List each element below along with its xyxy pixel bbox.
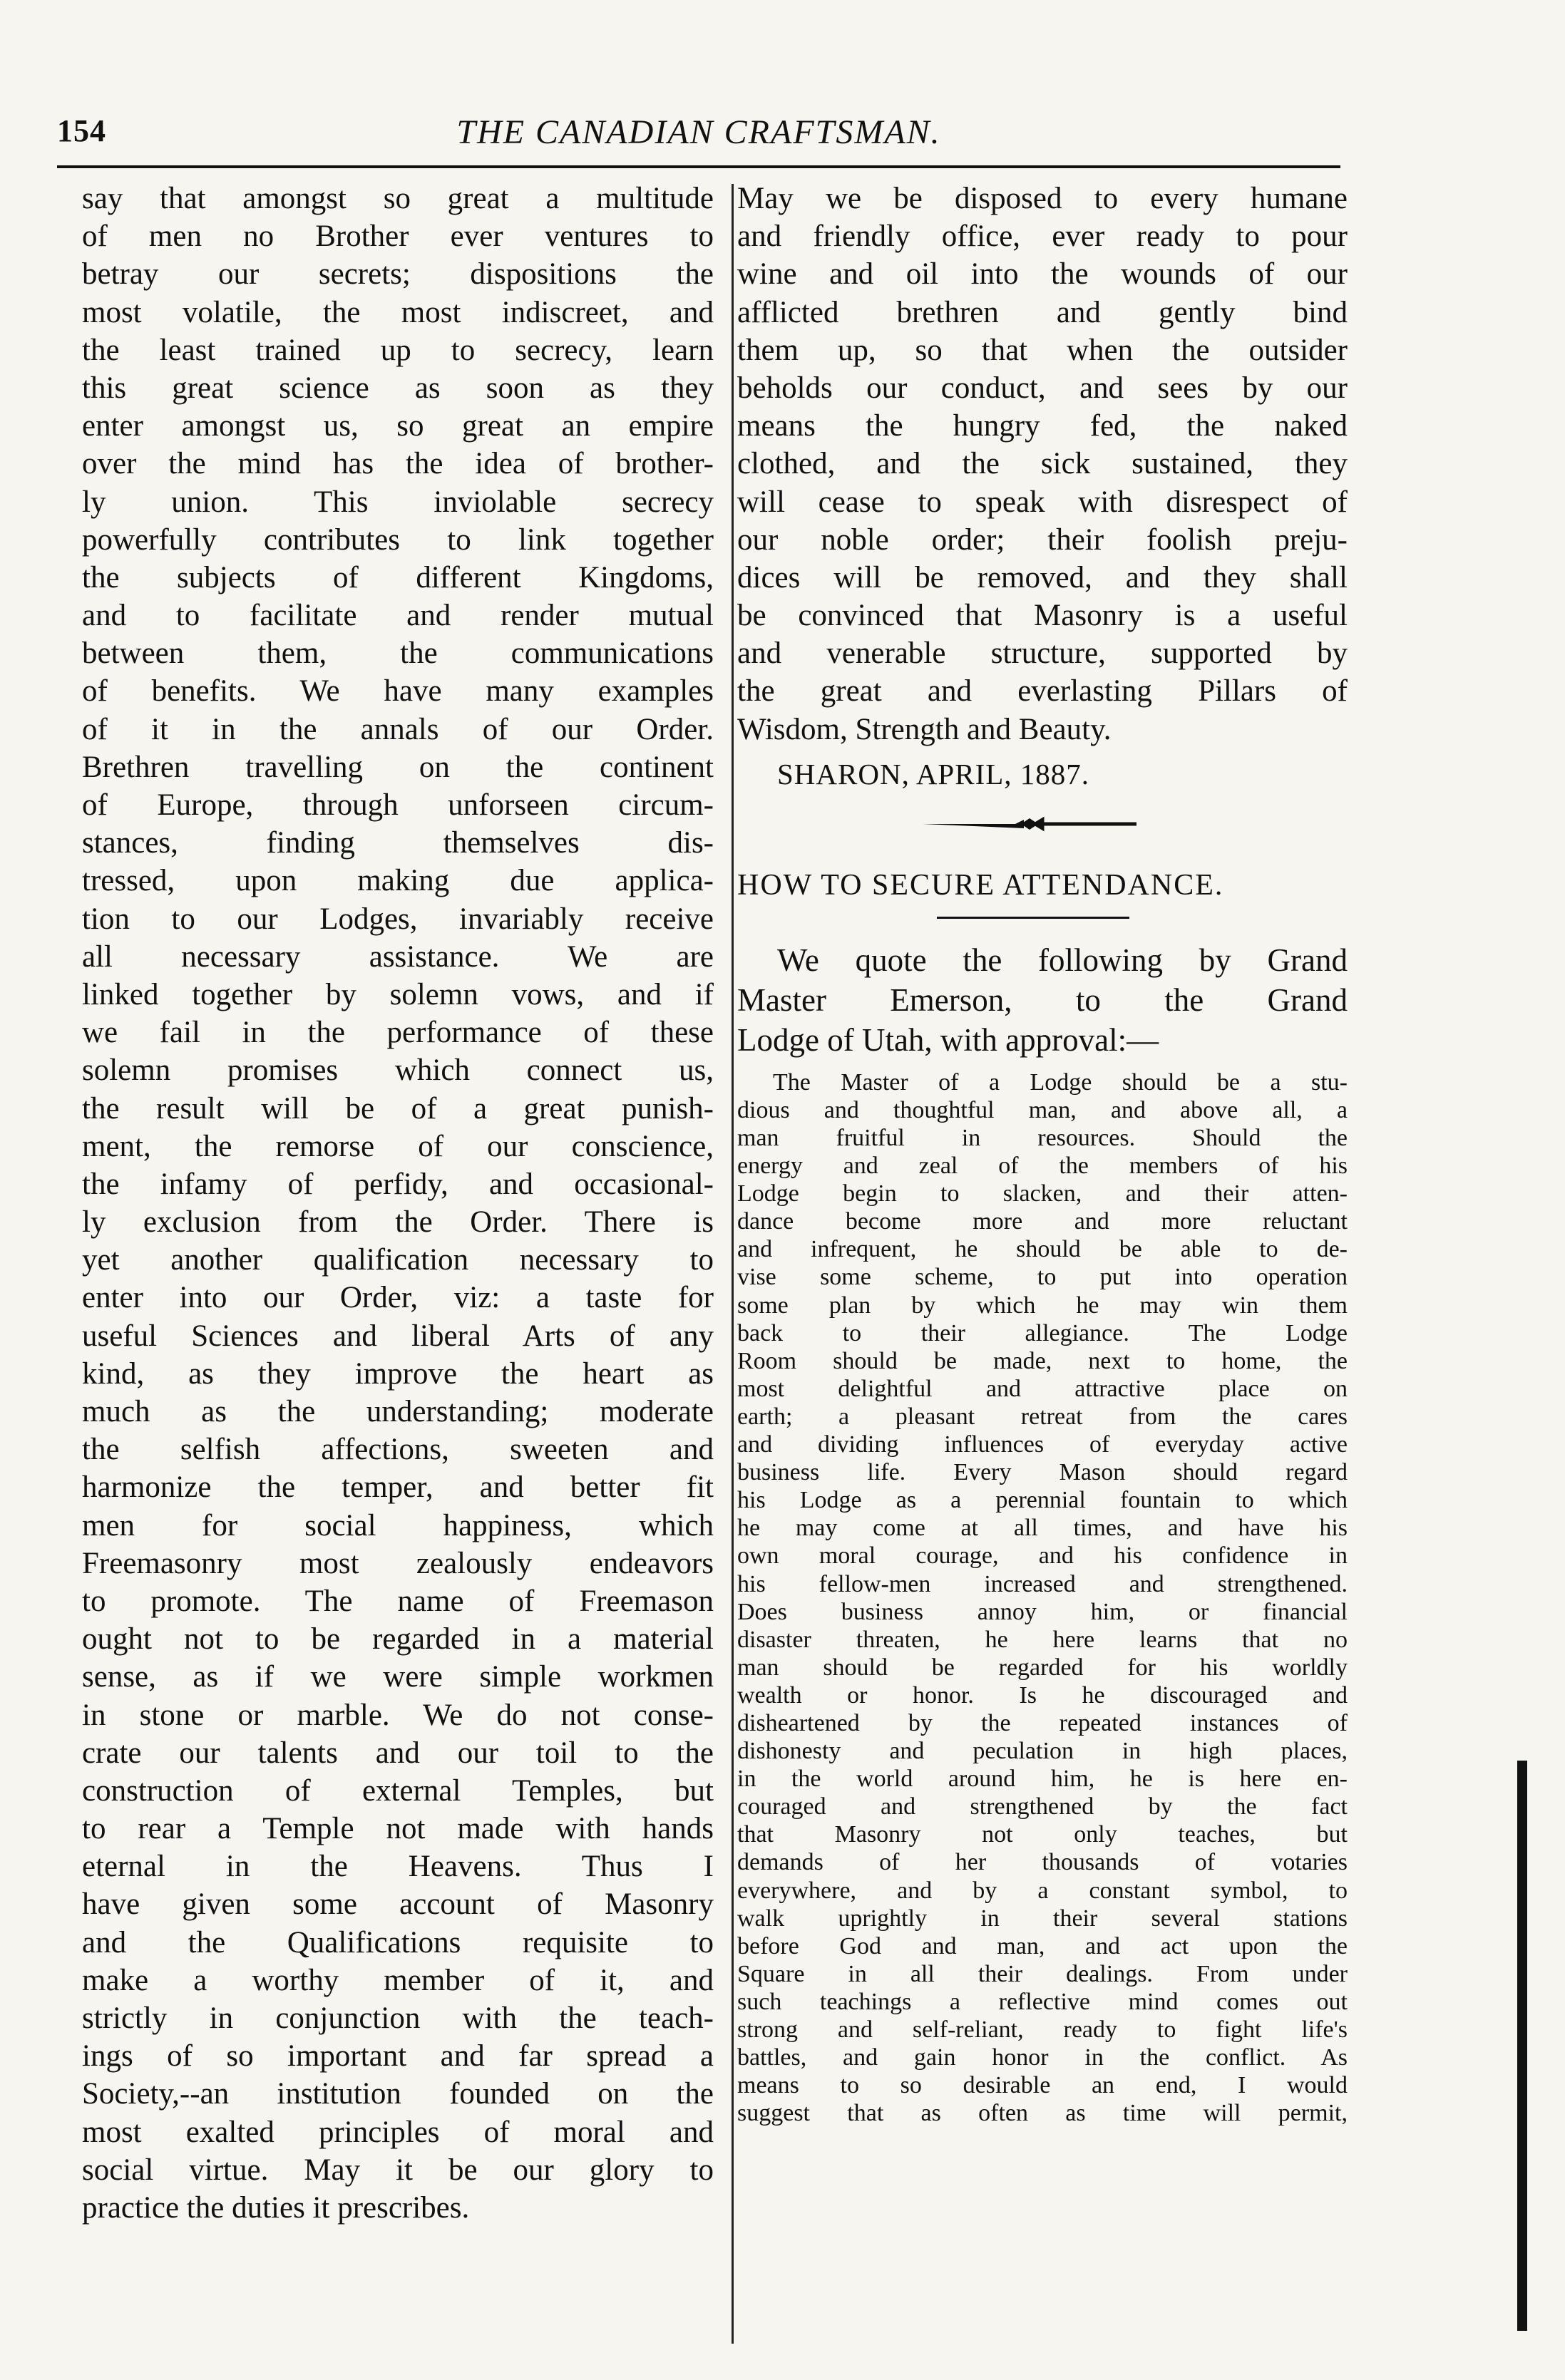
text-line: Society,--an institution founded on the (82, 2077, 714, 2111)
text-line: that Masonry not only teaches, but (737, 1821, 1348, 1848)
left-column (82, 180, 714, 2227)
text-line: sense, as if we were simple workmen (82, 1660, 714, 1694)
text-line: harmonize the temper, and better fit (82, 1470, 714, 1505)
text-line: disheartened by the repeated instances of (737, 1709, 1348, 1736)
text-line: means the hungry fed, the naked (737, 409, 1348, 443)
page-number: 154 (57, 113, 106, 148)
text-line: energy and zeal of the members of his (737, 1153, 1348, 1180)
text-line: beholds our conduct, and sees by our (737, 371, 1348, 405)
text-line: most exalted principles of moral and (82, 2115, 714, 2149)
text-line: everywhere, and by a constant symbol, to (737, 1877, 1348, 1904)
text-line: we fail in the performance of these (82, 1016, 714, 1050)
text-line: and friendly office, ever ready to pour (737, 220, 1348, 254)
text-line: of it in the annals of our Order. (82, 712, 714, 746)
text-line: man fruitful in resources. Should the (737, 1125, 1348, 1151)
text-line: construction of external Temples, but (82, 1773, 714, 1808)
text-line: man should be regarded for his worldly (737, 1654, 1348, 1681)
running-title: THE CANADIAN CRAFTSMAN. (456, 113, 941, 151)
text-line: wealth or honor. Is he discouraged and (737, 1681, 1348, 1709)
text-line: enter amongst us, so great an empire (82, 409, 714, 443)
text-line: solemn promises which connect us, (82, 1054, 714, 1088)
text-line: them up, so that when the outsider (737, 333, 1348, 367)
text-line: Lodge of Utah, with approval:— (737, 1021, 1159, 1058)
text-line: Wisdom, Strength and Beauty. (737, 712, 1112, 746)
text-line: of benefits. We have many examples (82, 674, 714, 709)
text-line: he may come at all times, and have his (737, 1515, 1348, 1542)
text-line: and venerable structure, supported by (737, 637, 1348, 671)
text-line: strong and self-reliant, ready to fight life's (737, 2016, 1348, 2043)
text-line: demands of her thousands of votaries (737, 1849, 1348, 1876)
scan-edge-bar (1517, 1761, 1527, 2331)
text-line: and the Qualifications requisite to (82, 1925, 714, 1959)
text-line: dance become more and more reluctant (737, 1208, 1348, 1235)
text-line: and dividing influences of everyday active (737, 1431, 1348, 1458)
text-line: much as the understanding; moderate (82, 1395, 714, 1428)
text-line: Brethren travelling on the continent (82, 750, 714, 784)
text-line: We quote the following by Grand (777, 942, 1348, 978)
text-line: and to facilitate and render mutual (82, 599, 714, 633)
text-line: ought not to be regarded in a material (82, 1622, 714, 1657)
text-line: wine and oil into the wounds of our (737, 257, 1348, 292)
quoted-passage (737, 1068, 1348, 2128)
text-line: Room should be made, next to home, the (737, 1347, 1348, 1374)
text-line: crate our talents and our toil to the (82, 1736, 714, 1770)
text-line: tressed, upon making due applica- (82, 864, 714, 898)
text-line: over the mind has the idea of brother- (82, 447, 714, 481)
text-line: battles, and gain honor in the conflict. As (737, 2044, 1348, 2071)
text-line: all necessary assistance. We are (82, 939, 714, 974)
text-line: earth; a pleasant retreat from the cares (737, 1403, 1348, 1430)
text-line: Does business annoy him, or financial (737, 1598, 1348, 1625)
text-line: Master Emerson, to the Grand (737, 982, 1348, 1018)
text-line: such teachings a reflective mind comes out (737, 1988, 1348, 2015)
text-line: vise some scheme, to put into operation (737, 1264, 1348, 1291)
text-line: some plan by which he may win them (737, 1292, 1348, 1319)
text-line: ings of so important and far spread a (82, 2039, 714, 2074)
text-line: to rear a Temple not made with hands (82, 1812, 714, 1846)
text-line: practice the duties it prescribes. (82, 2190, 470, 2225)
text-line: be convinced that Masonry is a useful (737, 599, 1348, 633)
text-line: eternal in the Heavens. Thus I (82, 1850, 714, 1884)
text-line: dious and thoughtful man, and above all, a (737, 1096, 1348, 1123)
text-line: powerfully contributes to link together (82, 522, 714, 557)
text-line: most delightful and attractive place on (737, 1375, 1348, 1402)
text-line: his Lodge as a perennial fountain to which (737, 1487, 1348, 1514)
text-line: linked together by solemn vows, and if (82, 977, 714, 1011)
text-line: stances, finding themselves dis- (82, 826, 714, 860)
text-line: the selfish affections, sweeten and (82, 1433, 714, 1467)
section-heading: HOW TO SECURE ATTENDANCE. (737, 868, 1224, 902)
text-line: make a worthy member of it, and (82, 1963, 714, 1997)
column-divider (732, 184, 734, 2344)
text-line: useful Sciences and liberal Arts of any (82, 1319, 714, 1353)
article-continuation (737, 180, 1348, 748)
text-line: enter into our Order, viz: a taste for (82, 1281, 714, 1315)
text-line: in stone or marble. We do not conse- (82, 1698, 714, 1732)
text-line: back to their allegiance. The Lodge (737, 1319, 1348, 1346)
text-line: May we be disposed to every humane (737, 182, 1348, 215)
text-line: say that amongst so great a multitude (82, 182, 714, 215)
text-line: walk uprightly in their several stations (737, 1905, 1348, 1932)
text-line: this great science as soon as they (82, 371, 714, 405)
text-line: couraged and strengthened by the fact (737, 1793, 1348, 1820)
text-line: kind, as they improve the heart as (82, 1356, 714, 1391)
article-signature: SHARON, APRIL, 1887. (777, 757, 1090, 790)
text-line: of Europe, through unforseen circum- (82, 788, 714, 822)
text-line: the great and everlasting Pillars of (737, 674, 1348, 709)
text-line: Freemasonry most zealously endeavors (82, 1546, 714, 1580)
ornament-divider-icon (915, 814, 1144, 834)
header-rule (57, 165, 1340, 168)
text-line: our noble order; their foolish preju- (737, 522, 1348, 557)
text-line: disaster threaten, he here learns that no (737, 1626, 1348, 1653)
text-line: will cease to speak with disrespect of (737, 485, 1348, 519)
text-line: his fellow-men increased and strengthened. (737, 1570, 1348, 1597)
text-line: own moral courage, and his confidence in (737, 1542, 1348, 1570)
right-column (737, 180, 1348, 2127)
text-line: the result will be of a great punish- (82, 1091, 714, 1125)
text-line: the subjects of different Kingdoms, (82, 560, 714, 594)
text-line: between them, the communications (82, 637, 714, 671)
text-line: before God and man, and act upon the (737, 1932, 1348, 1959)
text-line: have given some account of Masonry (82, 1887, 714, 1922)
text-line: strictly in conjunction with the teach- (82, 2002, 714, 2035)
text-line: to promote. The name of Freemason (82, 1584, 714, 1618)
text-line: business life. Every Mason should regard (737, 1459, 1348, 1486)
text-line: in the world around him, he is here en- (737, 1766, 1348, 1793)
text-line: of men no Brother ever ventures to (82, 220, 714, 254)
page-header (57, 100, 1340, 157)
text-line: ment, the remorse of our conscience, (82, 1129, 714, 1163)
text-line: betray our secrets; dispositions the (82, 257, 714, 292)
text-line: ly exclusion from the Order. There is (82, 1205, 714, 1240)
text-line: suggest that as often as time will permit, (737, 2100, 1348, 2127)
heading-rule (937, 917, 1129, 919)
text-line: men for social happiness, which (82, 1508, 714, 1542)
text-line: means to so desirable an end, I would (737, 2072, 1348, 2099)
text-line: dishonesty and peculation in high places, (737, 1738, 1348, 1765)
text-line: yet another qualification necessary to (82, 1243, 714, 1277)
text-line: most volatile, the most indiscreet, and (82, 295, 714, 329)
text-line: The Master of a Lodge should be a stu- (773, 1068, 1348, 1096)
text-line: tion to our Lodges, invariably receive (82, 902, 714, 936)
text-line: the least trained up to secrecy, learn (82, 333, 714, 367)
section-intro (737, 940, 1348, 1060)
text-line: and infrequent, he should be able to de- (737, 1236, 1348, 1263)
text-line: Lodge begin to slacken, and their atten- (737, 1180, 1348, 1207)
text-line: afflicted brethren and gently bind (737, 295, 1348, 329)
text-line: Square in all their dealings. From under (737, 1960, 1348, 1987)
text-line: clothed, and the sick sustained, they (737, 447, 1348, 481)
text-line: the infamy of perfidy, and occasional- (82, 1167, 714, 1201)
text-line: ly union. This inviolable secrecy (82, 485, 714, 519)
text-line: social virtue. May it be our glory to (82, 2153, 714, 2187)
text-line: dices will be removed, and they shall (737, 560, 1348, 594)
